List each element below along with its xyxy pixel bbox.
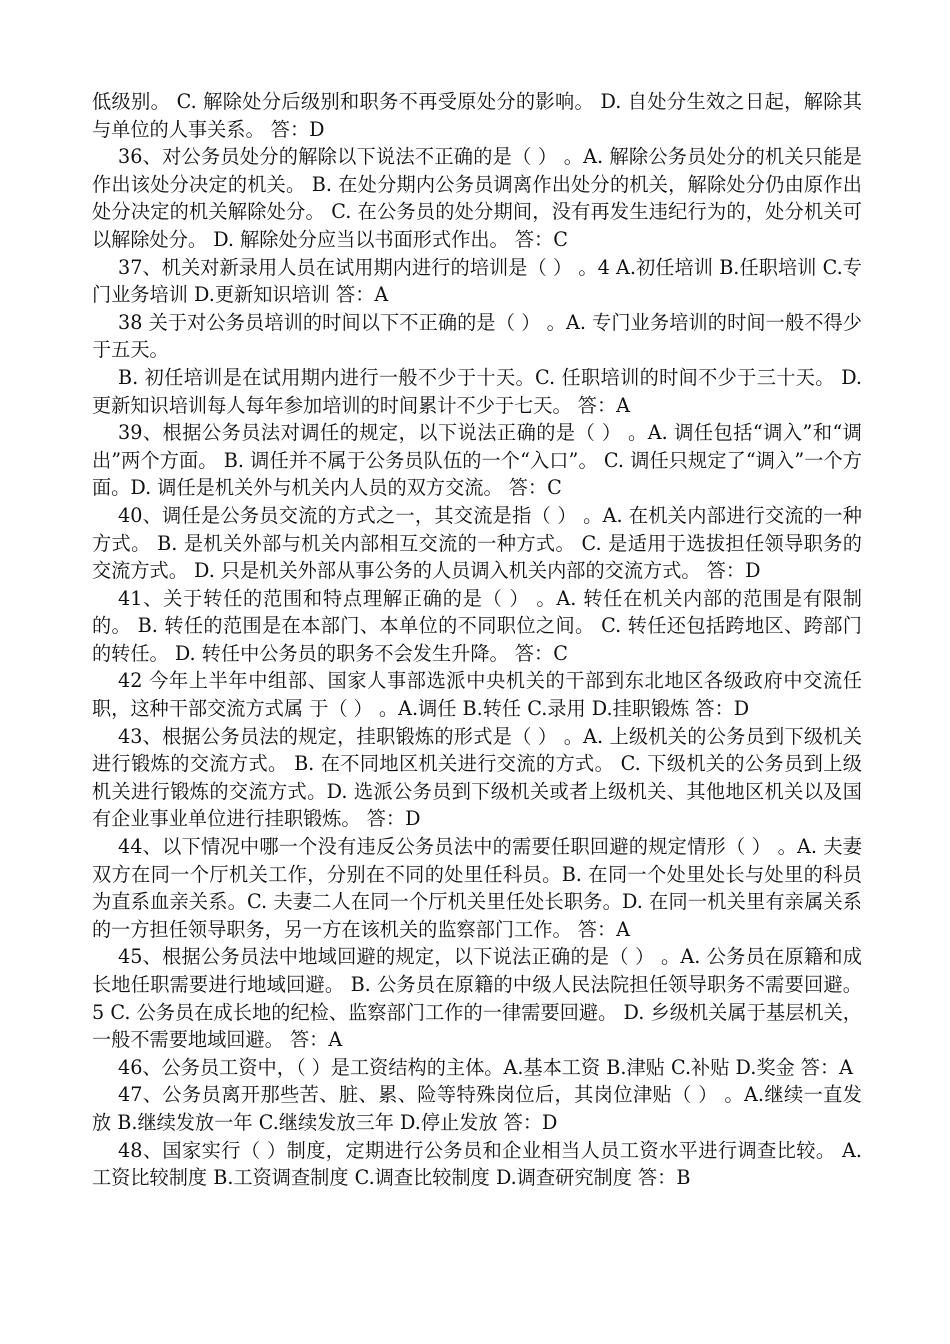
question-40: 40、调任是公务员交流的方式之一，其交流是指（ ） 。A. 在机关内部进行交流的一种方式。 B. 是机关外部与机关内部相互交流的一种方式。 C. 是适用于选拔担任领导职务的交流方式。 D. 只是机关外部从事公务的人员调入机关内部的交流方式。 答：D: [92, 503, 862, 583]
question-46: 46、公务员工资中，（ ）是工资结构的主体。A.基本工资 B.津贴 C.补贴 D.奖金 答：A: [118, 1055, 854, 1079]
question-38: 38 关于对公务员培训的时间以下不正确的是（ ） 。A. 专门业务培训的时间一般不得少于五天。: [92, 310, 862, 362]
question-37: 37、机关对新录用人员在试用期内进行的培训是（ ） 。4 A.初任培训 B.任职培训 C.专门业务培训 D.更新知识培训 答：A: [92, 255, 862, 307]
question-44: 44、以下情况中哪一个没有违反公务员法中的需要任职回避的规定情形（ ） 。A. 夫妻双方在同一个厅机关工作，分别在不同的处里任科员。B. 在同一个处里处长与处里的科员为直系血亲关系。C. 夫妻二人在同一个厅机关里任处长职务。D. 在同一机关里有亲属关系的一方担任领导职务，另一方在该机关的监察部门工作。 答：A: [92, 835, 862, 941]
question-47: 47、公务员离开那些苦、脏、累、险等特殊岗位后，其岗位津贴（ ） 。A.继续一直发放 B.继续发放一年 C.继续发放三年 D.停止发放 答：D: [92, 1083, 862, 1134]
question-42: 42 今年上半年中组部、国家人事部选派中央机关的干部到东北地区各级政府中交流任职，这种干部交流方式属 于（ ） 。A.调任 B.转任 C.录用 D.挂职锻炼 答：D: [92, 669, 862, 721]
document-page: [92, 88, 862, 1192]
question-43: 43、根据公务员法的规定，挂职锻炼的形式是（ ） 。A. 上级机关的公务员到下级机关进行锻炼的交流方式。 B. 在不同地区机关进行交流的方式。 C. 下级机关的公务员到上级机关进行锻炼的交流方式。D. 选派公务员到下级机关或者上级机关、其他地区机关以及国有企业事业单位进行挂职锻炼。 答：D: [92, 724, 862, 831]
question-39: 39、根据公务员法对调任的规定，以下说法正确的是（ ） 。A. 调任包括“调入”和“调出”两个方面。 B. 调任并不属于公务员队伍的一个“入口”。 C. 调任只规定了“调入”一个方面。D. 调任是机关外与机关内人员的双方交流。 答：C: [92, 421, 862, 500]
question-45: 45、根据公务员法中地域回避的规定，以下说法正确的是（ ） 。A. 公务员在原籍和成长地任职需要进行地域回避。 B. 公务员在原籍的中级人民法院担任领导职务不需要回避。 5 C. 公务员在成长地的纪检、监察部门工作的一律需要回避。 D. 乡级机关属于基层机关，一般不需要地域回避。 答：A: [92, 945, 862, 1052]
question-38-continued: B. 初任培训是在试用期内进行一般不少于十天。C. 任职培训的时间不少于三十天。 D. 更新知识培训每人每年参加培训的时间累计不少于七天。 答：A: [92, 365, 862, 417]
question-48: 48、国家实行（ ）制度，定期进行公务员和企业相当人员工资水平进行调查比较。 A.工资比较制度 B.工资调查制度 C.调查比较制度 D.调查研究制度 答：B: [92, 1138, 862, 1190]
paragraph-continued-35: 低级别。 C. 解除处分后级别和职务不再受原处分的影响。 D. 自处分生效之日起，解除其与单位的人事关系。 答：D: [92, 90, 862, 141]
question-36: 36、对公务员处分的解除以下说法不正确的是（ ） 。A. 解除公务员处分的机关只能是作出该处分决定的机关。 B. 在处分期内公务员调离作出处分的机关，解除处分仍由原作出处分决定的机关解除处分。 C. 在公务员的处分期间，没有再发生违纪行为的，处分机关可以解除处分。 D. 解除处分应当以书面形式作出。 答：C: [92, 145, 862, 251]
question-41: 41、关于转任的范围和特点理解正确的是（ ） 。A. 转任在机关内部的范围是有限制的。 B. 转任的范围是在本部门、本单位的不同职位之间。 C. 转任还包括跨地区、跨部门的转任。 D. 转任中公务员的职务不会发生升降。 答：C: [92, 586, 862, 665]
